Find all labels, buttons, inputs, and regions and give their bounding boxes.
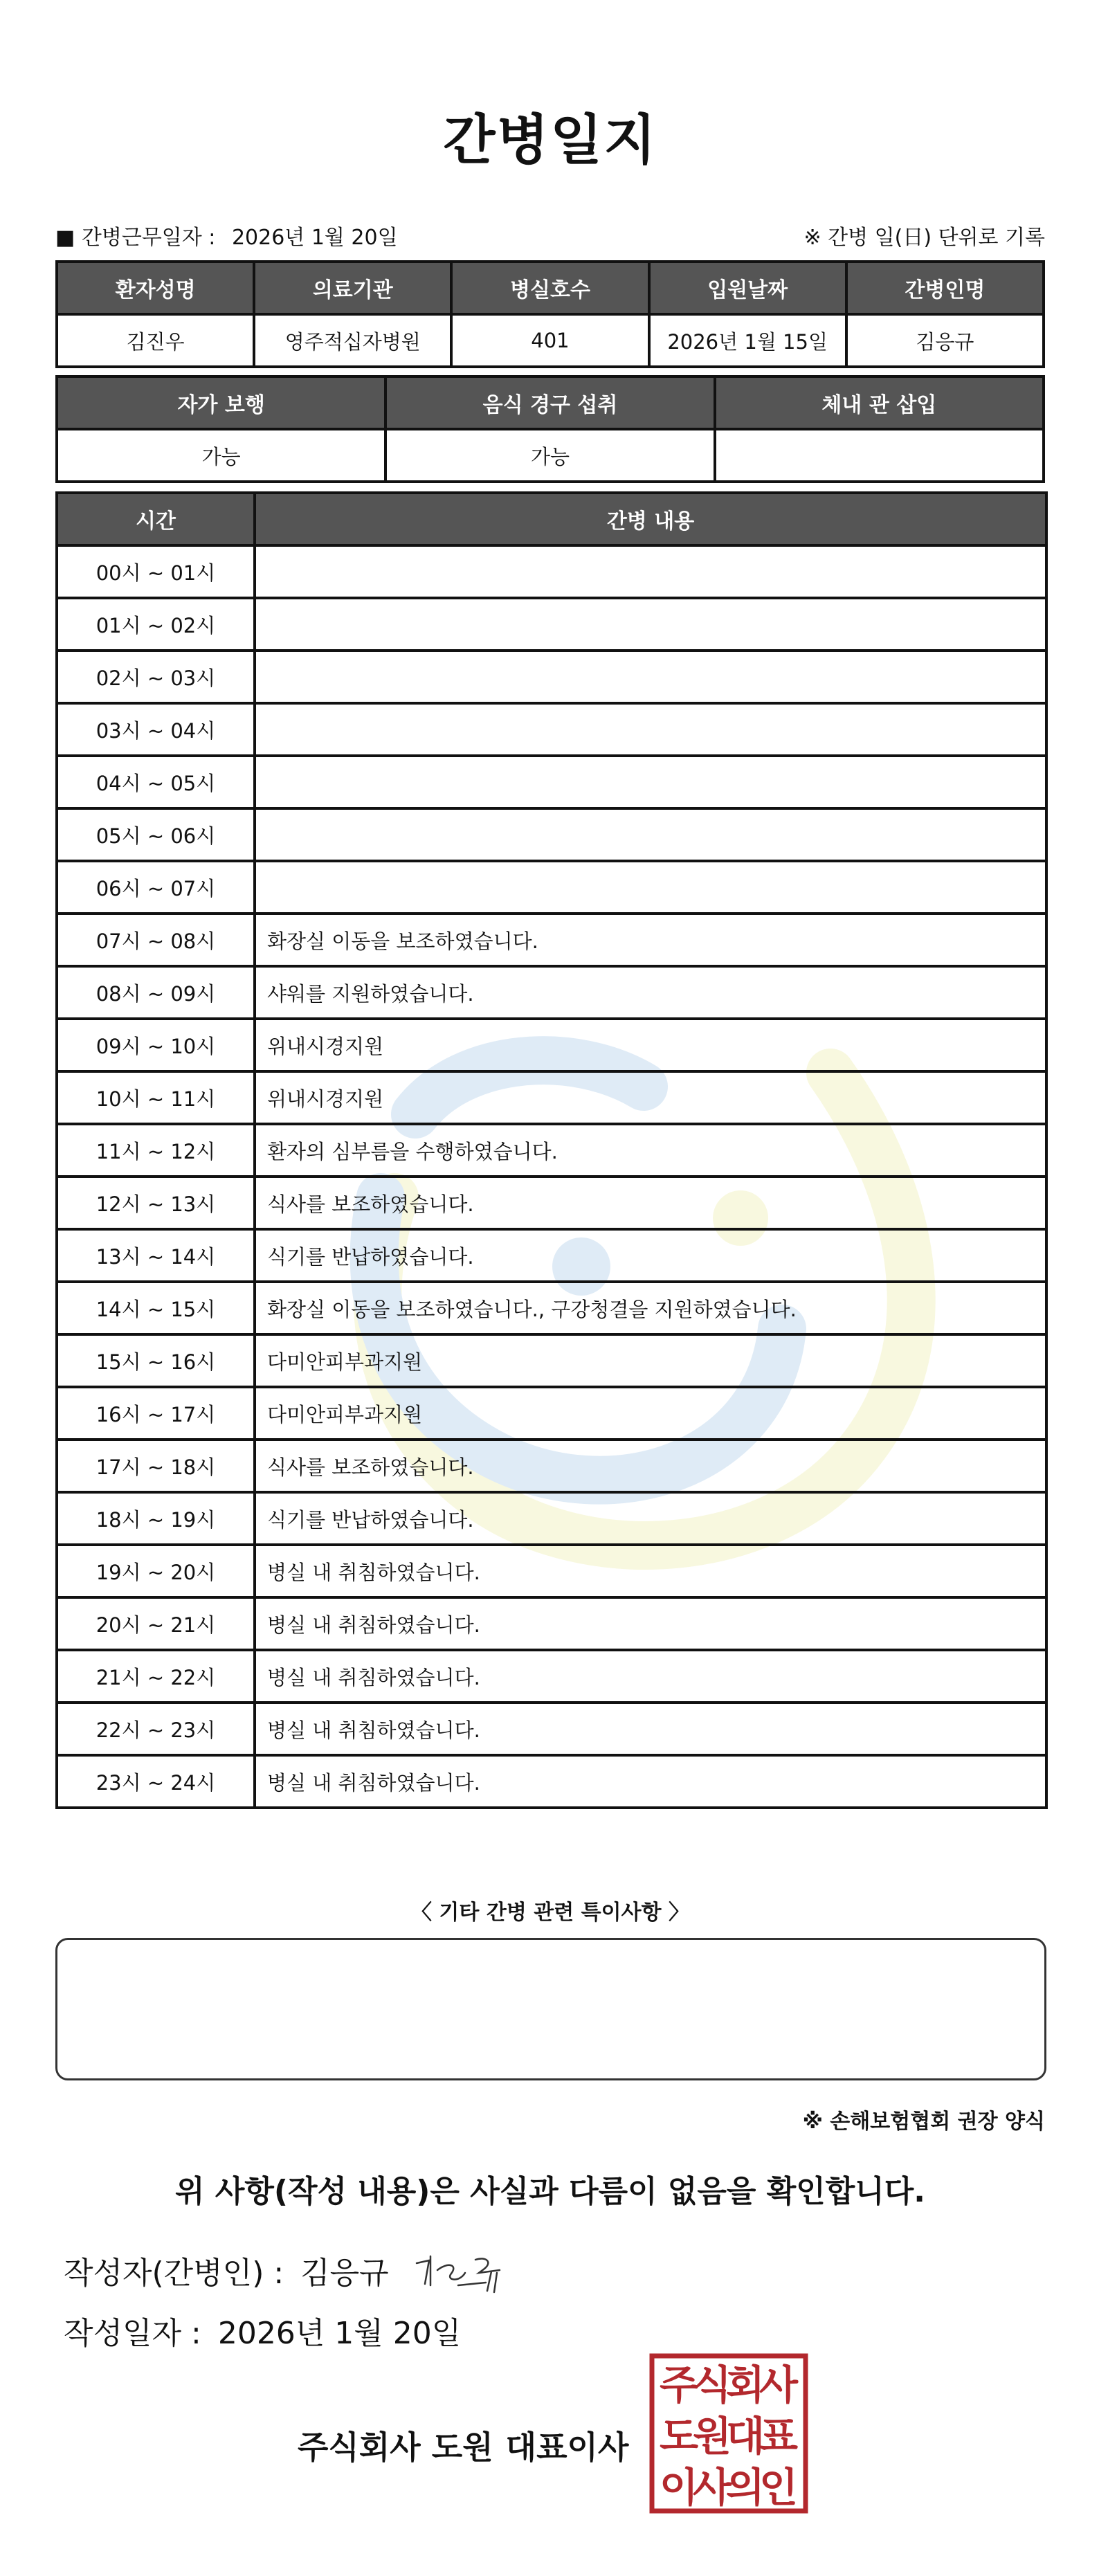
table-row — [57, 1019, 1046, 1071]
content-cell: 식기를 반납하였습니다. — [255, 1229, 1046, 1282]
table-row — [57, 914, 1046, 966]
oral-intake-value: 가능 — [385, 429, 714, 482]
notes-heading: 〈 기타 간병 관련 특이사항 〉 — [410, 1901, 690, 1925]
patient-info-header-row — [57, 262, 1044, 314]
writer-line — [64, 2242, 514, 2298]
time-cell: 09시 ~ 10시 — [57, 1019, 255, 1071]
header-hospital: 의료기관 — [254, 262, 451, 314]
content-cell: 병실 내 취침하였습니다. — [255, 1545, 1046, 1597]
time-cell: 06시 ~ 07시 — [57, 861, 255, 914]
table-row — [57, 1440, 1046, 1492]
content-cell: 샤워를 지원하였습니다. — [255, 966, 1046, 1019]
patient-info-table — [55, 260, 1045, 368]
time-cell: 15시 ~ 16시 — [57, 1334, 255, 1387]
content-cell — [255, 756, 1046, 808]
table-row — [57, 1703, 1046, 1755]
care-log-table — [55, 491, 1048, 1809]
time-cell: 20시 ~ 21시 — [57, 1597, 255, 1650]
content-cell — [255, 651, 1046, 703]
work-date-value: 2026년 1월 20일 — [231, 226, 398, 250]
table-row — [57, 756, 1046, 808]
content-cell: 위내시경지원 — [255, 1071, 1046, 1124]
written-date-label: 작성일자 : — [64, 2316, 201, 2351]
content-cell: 식사를 보조하였습니다. — [255, 1177, 1046, 1229]
time-cell: 10시 ~ 11시 — [57, 1071, 255, 1124]
time-cell: 08시 ~ 09시 — [57, 966, 255, 1019]
svg-text:사: 사 — [692, 2464, 732, 2511]
admission-date-value: 2026년 1월 15일 — [649, 314, 846, 367]
content-cell: 병실 내 취침하였습니다. — [255, 1597, 1046, 1650]
table-row — [57, 1334, 1046, 1387]
content-cell: 화장실 이동을 보조하였습니다., 구강청결을 지원하였습니다. — [255, 1282, 1046, 1334]
content-cell — [255, 545, 1046, 598]
time-cell: 11시 ~ 12시 — [57, 1124, 255, 1177]
table-row — [57, 1597, 1046, 1650]
writer-name: 김응규 — [300, 2256, 389, 2291]
content-cell: 화장실 이동을 보조하였습니다. — [255, 914, 1046, 966]
content-cell: 식사를 보조하였습니다. — [255, 1440, 1046, 1492]
page-title: 간병일지 — [443, 109, 657, 172]
time-cell: 17시 ~ 18시 — [57, 1440, 255, 1492]
time-cell: 12시 ~ 13시 — [57, 1177, 255, 1229]
table-row — [57, 861, 1046, 914]
meta-row — [55, 220, 1045, 251]
company-title: 대표이사 — [505, 2429, 629, 2466]
content-cell: 위내시경지원 — [255, 1019, 1046, 1071]
content-cell: 식기를 반납하였습니다. — [255, 1492, 1046, 1545]
notes-box — [55, 1938, 1046, 2080]
time-cell: 13시 ~ 14시 — [57, 1229, 255, 1282]
table-row — [57, 651, 1046, 703]
svg-text:도: 도 — [659, 2413, 699, 2460]
table-row — [57, 1124, 1046, 1177]
room-number-value: 401 — [451, 314, 648, 367]
header-walking: 자가 보행 — [57, 377, 385, 429]
content-cell: 다미안피부과지원 — [255, 1387, 1046, 1440]
company-seal-stamp — [649, 2353, 808, 2514]
table-row — [57, 598, 1046, 651]
confirmation-statement: 위 사항(작성 내용)은 사실과 다름이 없음을 확인합니다. — [175, 2174, 925, 2209]
svg-text:회: 회 — [725, 2361, 765, 2409]
header-care-content: 간병 내용 — [255, 493, 1046, 545]
time-cell: 16시 ~ 17시 — [57, 1387, 255, 1440]
patient-info-value-row — [57, 314, 1044, 367]
company-name: 주식회사 도원 — [298, 2429, 493, 2466]
unit-note: ※ 간병 일(日) 단위로 기록 — [803, 226, 1045, 250]
header-oral-intake: 음식 경구 섭취 — [385, 377, 714, 429]
signature-image — [410, 2242, 514, 2298]
svg-text:원: 원 — [692, 2413, 732, 2460]
condition-value-row — [57, 429, 1044, 482]
table-row — [57, 1282, 1046, 1334]
svg-text:대: 대 — [725, 2413, 765, 2460]
header-tube-insertion: 체내 관 삽입 — [715, 377, 1044, 429]
writer-label: 작성자(간병인) : — [64, 2256, 284, 2291]
form-note: ※ 손해보험협회 권장 양식 — [802, 2110, 1045, 2134]
header-patient-name: 환자성명 — [57, 262, 254, 314]
table-row — [57, 545, 1046, 598]
table-row — [57, 1545, 1046, 1597]
table-row — [57, 1650, 1046, 1703]
svg-text:사: 사 — [759, 2361, 799, 2409]
company-signature-line — [298, 2422, 628, 2468]
time-cell: 03시 ~ 04시 — [57, 703, 255, 756]
table-row — [57, 1071, 1046, 1124]
table-row — [57, 966, 1046, 1019]
header-time: 시간 — [57, 493, 255, 545]
written-date-line — [64, 2308, 461, 2352]
time-cell: 02시 ~ 03시 — [57, 651, 255, 703]
svg-text:식: 식 — [692, 2361, 732, 2409]
table-row — [57, 808, 1046, 861]
table-row — [57, 703, 1046, 756]
svg-text:표: 표 — [759, 2413, 799, 2460]
content-cell: 다미안피부과지원 — [255, 1334, 1046, 1387]
header-caregiver-name: 간병인명 — [846, 262, 1044, 314]
content-cell: 병실 내 취침하였습니다. — [255, 1755, 1046, 1808]
content-cell — [255, 861, 1046, 914]
time-cell: 23시 ~ 24시 — [57, 1755, 255, 1808]
condition-header-row — [57, 377, 1044, 429]
work-date-group — [55, 220, 408, 251]
time-cell: 05시 ~ 06시 — [57, 808, 255, 861]
hospital-value: 영주적십자병원 — [254, 314, 451, 367]
time-cell: 18시 ~ 19시 — [57, 1492, 255, 1545]
time-cell: 00시 ~ 01시 — [57, 545, 255, 598]
patient-name-value: 김진우 — [57, 314, 254, 367]
table-row — [57, 1387, 1046, 1440]
time-cell: 01시 ~ 02시 — [57, 598, 255, 651]
tube-insertion-value — [715, 429, 1044, 482]
svg-text:인: 인 — [759, 2464, 799, 2511]
caregiver-name-value: 김응규 — [846, 314, 1044, 367]
written-date-value: 2026년 1월 20일 — [217, 2316, 462, 2351]
table-row — [57, 1755, 1046, 1808]
content-cell: 병실 내 취침하였습니다. — [255, 1703, 1046, 1755]
svg-text:주: 주 — [659, 2361, 699, 2409]
content-cell — [255, 703, 1046, 756]
time-cell: 21시 ~ 22시 — [57, 1650, 255, 1703]
header-admission-date: 입원날짜 — [649, 262, 846, 314]
header-room-number: 병실호수 — [451, 262, 648, 314]
svg-text:의: 의 — [725, 2464, 765, 2511]
table-row — [57, 1492, 1046, 1545]
care-log-header-row — [57, 493, 1046, 545]
time-cell: 14시 ~ 15시 — [57, 1282, 255, 1334]
condition-info-table — [55, 375, 1045, 483]
svg-text:이: 이 — [659, 2464, 699, 2511]
work-date-label: ■ 간병근무일자 : — [55, 226, 216, 250]
content-cell: 병실 내 취침하였습니다. — [255, 1650, 1046, 1703]
content-cell — [255, 598, 1046, 651]
time-cell: 22시 ~ 23시 — [57, 1703, 255, 1755]
walking-value: 가능 — [57, 429, 385, 482]
table-row — [57, 1229, 1046, 1282]
time-cell: 19시 ~ 20시 — [57, 1545, 255, 1597]
time-cell: 07시 ~ 08시 — [57, 914, 255, 966]
time-cell: 04시 ~ 05시 — [57, 756, 255, 808]
content-cell — [255, 808, 1046, 861]
content-cell: 환자의 심부름을 수행하였습니다. — [255, 1124, 1046, 1177]
table-row — [57, 1177, 1046, 1229]
